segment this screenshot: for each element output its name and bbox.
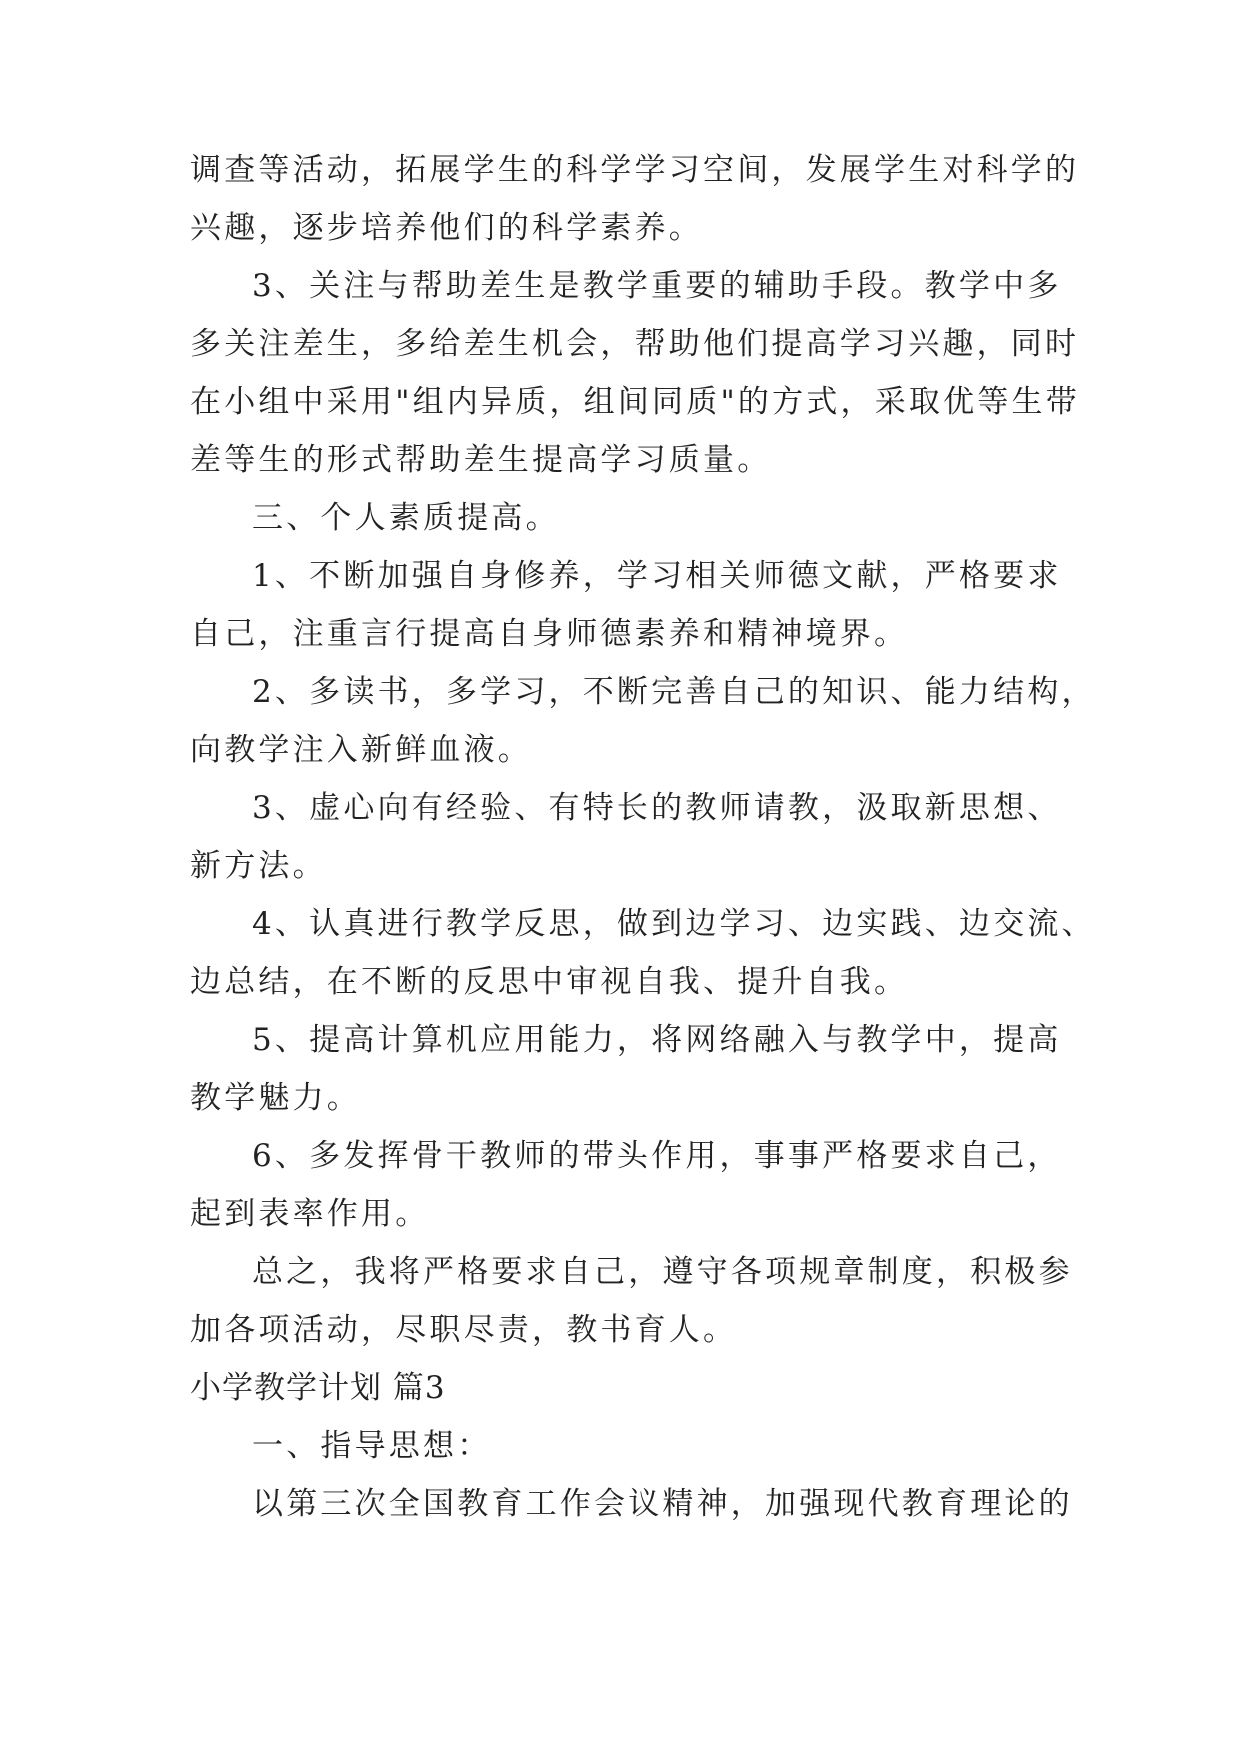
text-line: 6、多发挥骨干教师的带头作用，事事严格要求自己， (252, 1138, 1062, 1174)
text-line: 边总结，在不断的反思中审视自我、提升自我。 (190, 964, 909, 1000)
text-line: 以第三次全国教育工作会议精神，加强现代教育理论的 (252, 1486, 1073, 1522)
section-heading: 三、个人素质提高。 (252, 500, 560, 536)
text-line: 教学魅力。 (190, 1080, 361, 1116)
text-line: 新方法。 (190, 848, 327, 884)
document-section-title: 小学教学计划 篇3 (190, 1370, 446, 1406)
text-line: 1、不断加强自身修养，学习相关师德文献，严格要求 (252, 558, 1062, 594)
text-line: 在小组中采用"组内异质，组间同质"的方式，采取优等生带 (190, 384, 1080, 420)
text-line: 2、多读书，多学习，不断完善自己的知识、能力结构， (252, 674, 1096, 710)
text-line: 起到表率作用。 (190, 1196, 430, 1232)
text-line: 差等生的形式帮助差生提高学习质量。 (190, 442, 772, 478)
text-line: 3、关注与帮助差生是教学重要的辅助手段。教学中多 (252, 268, 1062, 304)
text-line: 加各项活动，尽职尽责，教书育人。 (190, 1312, 738, 1348)
text-line: 调查等活动，拓展学生的科学学习空间，发展学生对科学的 (190, 152, 1080, 188)
text-line: 总之，我将严格要求自己，遵守各项规章制度，积极参 (252, 1254, 1073, 1290)
section-heading: 一、指导思想： (252, 1428, 492, 1464)
text-line: 4、认真进行教学反思，做到边学习、边实践、边交流、 (252, 906, 1096, 942)
text-line: 多关注差生，多给差生机会，帮助他们提高学习兴趣，同时 (190, 326, 1080, 362)
text-line: 向教学注入新鲜血液。 (190, 732, 532, 768)
text-line: 兴趣，逐步培养他们的科学素养。 (190, 210, 703, 246)
text-line: 5、提高计算机应用能力，将网络融入与教学中，提高 (252, 1022, 1062, 1058)
text-line: 自己，注重言行提高自身师德素养和精神境界。 (190, 616, 909, 652)
text-line: 3、虚心向有经验、有特长的教师请教，汲取新思想、 (252, 790, 1062, 826)
